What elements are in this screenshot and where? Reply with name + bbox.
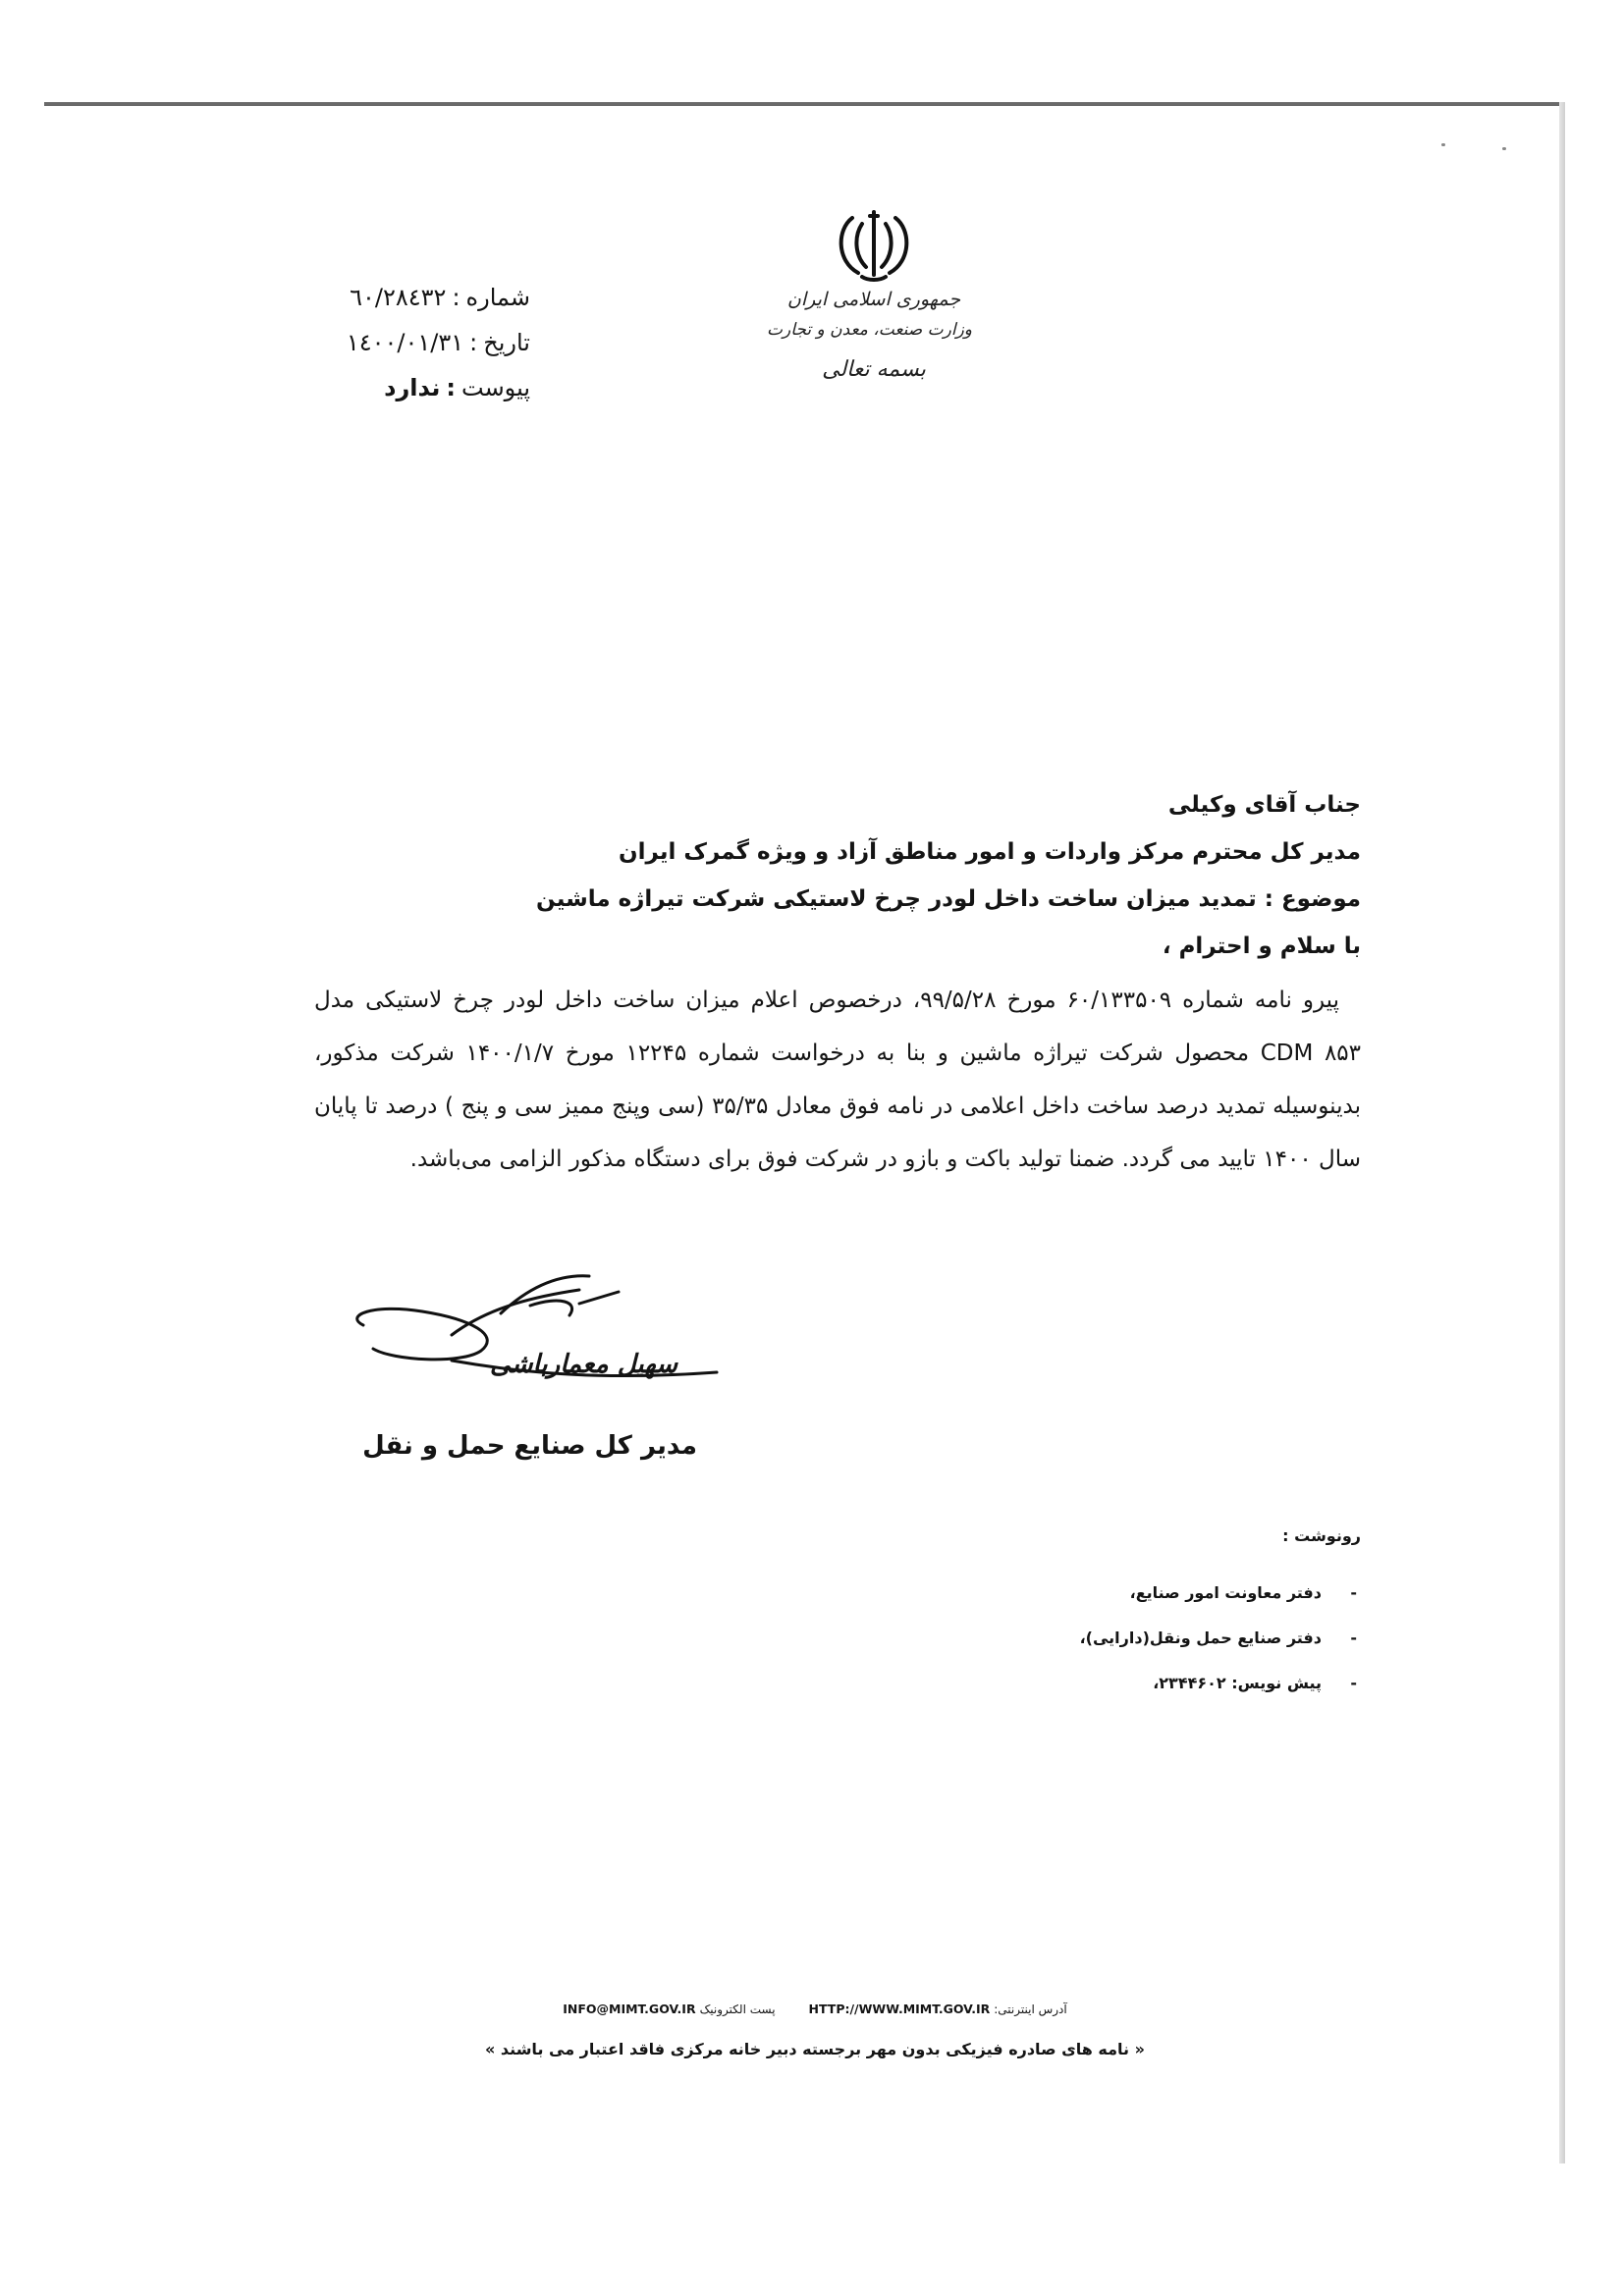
letter-paragraph: پیرو نامه شماره ۶۰/۱۳۳۵۰۹ مورخ ۹۹/۵/۲۸، درخصوص اعلام میزان ساخت داخل لودر چرخ لاستیکی مدل CDM ۸۵۳ محصول شرکت تیراژه ماشین و بنا به درخواست شماره ۱۲۲۴۵ مورخ ۱۴۰۰/۱/۷ شرکت مذکور، بدینوسیله تمدید درصد ساخت داخل اعلامی در نامه فوق معادل ۳۵/۳۵ (سی وپنج ممیز سی و پنج ) درصد تا پایان سال ۱۴۰۰ تایید می گردد. ضمنا تولید باکت و بازو در شرکت فوق برای دستگاه مذکور الزامی می‌باشد. bbox=[314, 988, 1362, 1172]
cc-item bbox=[1031, 1571, 1357, 1616]
signer-name: سهیل معمارباشی bbox=[490, 1350, 677, 1379]
scan-border-right bbox=[1559, 102, 1565, 2163]
footer-notice: « نامه های صادره فیزیکی بدون مهر برجسته دبیر خانه مرکزی فاقد اعتبار می باشند » bbox=[485, 2040, 1145, 2058]
cc-item-text: دفتر معاونت امور صنایع، bbox=[1129, 1583, 1322, 1602]
signature-block bbox=[334, 1266, 746, 1492]
meta-number-value: ٦٠/٢٨٤٣٢ bbox=[350, 284, 447, 311]
bullet-icon: - bbox=[1350, 1629, 1357, 1647]
cc-item-text: دفتر صنایع حمل ونقل(دارایی)، bbox=[1079, 1629, 1322, 1647]
meta-number-label: شماره bbox=[465, 284, 530, 311]
letter-meta bbox=[275, 275, 530, 410]
meta-attachment-row bbox=[275, 365, 530, 410]
website-label: آدرس اینترنتی: bbox=[994, 2002, 1067, 2016]
cc-item bbox=[1031, 1661, 1357, 1706]
iran-emblem-icon bbox=[833, 206, 915, 285]
meta-date-value: ١٤٠٠/٠١/٣١ bbox=[346, 329, 464, 356]
cc-item-text: پیش نویس: ۲۳۴۴۶۰۲، bbox=[1153, 1674, 1322, 1692]
letterhead-ministry: وزارت صنعت، معدن و تجارت bbox=[767, 320, 972, 340]
scan-border-top bbox=[44, 102, 1561, 106]
cc-item bbox=[1031, 1616, 1357, 1661]
bullet-icon: - bbox=[1350, 1583, 1357, 1602]
letterhead bbox=[767, 206, 972, 452]
website-link[interactable]: HTTP://WWW.MIMT.GOV.IR bbox=[808, 2002, 991, 2016]
meta-attachment-label: پیوست bbox=[461, 374, 530, 401]
cc-section bbox=[1031, 1526, 1361, 1706]
footer-contact bbox=[471, 2002, 1159, 2016]
scan-speck bbox=[1502, 147, 1506, 150]
meta-date-label: تاریخ bbox=[483, 329, 530, 356]
meta-separator: : bbox=[446, 374, 456, 401]
letter-subject: موضوع : تمدید میزان ساخت داخل لودر چرخ لاستیکی شرکت تیراژه ماشین bbox=[536, 886, 1361, 912]
scan-speck bbox=[1441, 143, 1445, 146]
recipient-title: مدیر کل محترم مرکز واردات و امور مناطق آزاد و ویژه گمرک ایران bbox=[619, 839, 1361, 865]
letterhead-country: جمهوری اسلامی ایران bbox=[786, 289, 961, 310]
recipient-name: جناب آقای وکیلی bbox=[1167, 792, 1361, 818]
meta-number-row bbox=[275, 275, 530, 320]
meta-separator: : bbox=[469, 329, 478, 356]
cc-title: رونوشت : bbox=[1282, 1526, 1361, 1545]
letterhead-basmala: بسمه تعالی bbox=[822, 357, 926, 382]
meta-date-row bbox=[275, 320, 530, 365]
email-label: پست الکترونیک bbox=[699, 2002, 776, 2016]
letter-body bbox=[314, 781, 1361, 1186]
handwritten-signature-icon bbox=[334, 1266, 746, 1423]
signer-title: مدیر کل صنایع حمل و نقل bbox=[362, 1431, 697, 1461]
email-link[interactable]: INFO@MIMT.GOV.IR bbox=[563, 2002, 696, 2016]
meta-attachment-value: ندارد bbox=[384, 374, 441, 401]
meta-separator: : bbox=[452, 284, 460, 311]
bullet-icon: - bbox=[1350, 1674, 1357, 1692]
letter-greeting: با سلام و احترام ، bbox=[1162, 934, 1361, 959]
cc-list bbox=[1031, 1571, 1361, 1706]
